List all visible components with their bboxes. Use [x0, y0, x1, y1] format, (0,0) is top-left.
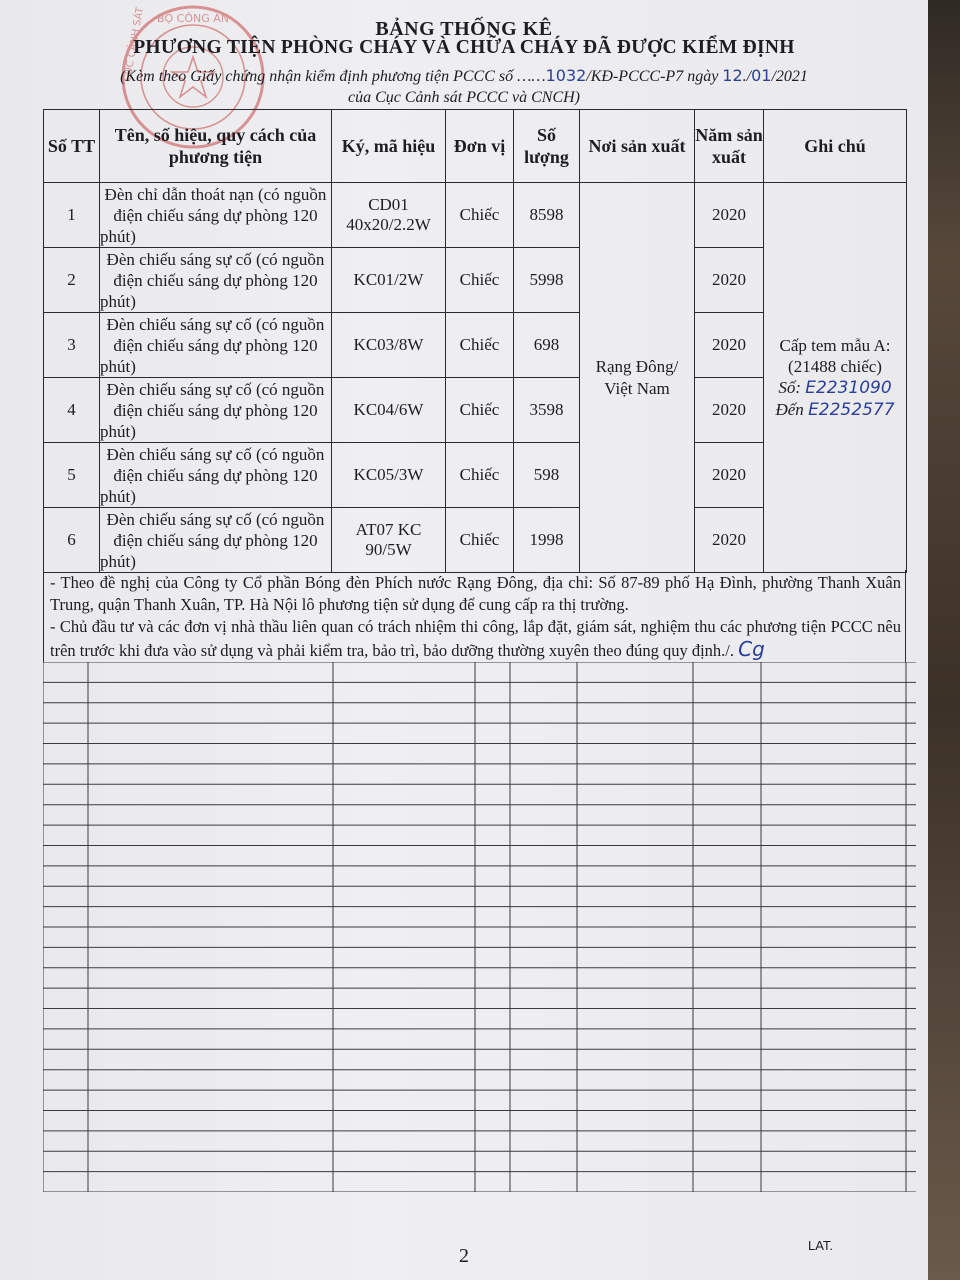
cell-stt: 6	[44, 508, 100, 573]
cell-unit: Chiếc	[446, 378, 514, 443]
cell-stt: 2	[44, 248, 100, 313]
blank-ruled-grid	[43, 662, 916, 1192]
note-serial-to: Đến E2252577	[775, 399, 895, 420]
header-note: Ghi chú	[764, 110, 907, 183]
cell-year: 2020	[695, 248, 764, 313]
header-name: Tên, số hiệu, quy cách của phương tiện	[100, 110, 332, 183]
cell-year: 2020	[695, 313, 764, 378]
corner-mark: LAT.	[808, 1238, 834, 1253]
handwritten-initials: Cg	[738, 637, 765, 661]
doc-subtitle: PHƯƠNG TIỆN PHÒNG CHÁY VÀ CHỮA CHÁY ĐÃ ĐƯỢC KIỂM ĐỊNH	[133, 37, 795, 58]
note-serial-from: Số: E2231090	[778, 377, 892, 398]
cell-name: Đèn chiếu sáng sự cố (có nguồn điện chiếu sáng dự phòng 120 phút)	[100, 378, 332, 443]
cell-code: KC04/6W	[332, 378, 446, 443]
certificate-reference-line: (Kèm theo Giấy chứng nhận kiểm định phương tiện PCCC số ……1032/KĐ-PCCC-P7 ngày 12./01/2021	[120, 66, 808, 85]
cert-day: 12	[722, 66, 743, 85]
cell-unit: Chiếc	[446, 313, 514, 378]
cell-unit: Chiếc	[446, 183, 514, 248]
cert-month: 01	[751, 66, 772, 85]
cell-year: 2020	[695, 183, 764, 248]
cell-code: KC03/8W	[332, 313, 446, 378]
cell-stt: 5	[44, 443, 100, 508]
table-header-row	[44, 110, 907, 183]
footer-paragraph-1: - Theo đề nghị của Công ty Cổ phần Bóng đèn Phích nước Rạng Đông, địa chỉ: Số 87-89 phố Hạ Đình, phường Thanh Xuân Trung, quận Thanh Xuân, TP. Hà Nội lô phương tiện sử dụng để cung cấp ra thị trường.	[50, 573, 901, 614]
doc-title: BẢNG THỐNG KÊ	[375, 18, 553, 40]
header-year: Năm sản xuất	[695, 110, 764, 183]
cell-qty: 5998	[514, 248, 580, 313]
cert-number: 1032	[545, 66, 587, 85]
cell-stt: 4	[44, 378, 100, 443]
seal-side-text: CỤC CẢNH SÁT	[122, 6, 147, 83]
table-row	[44, 183, 907, 248]
note-stamp-count: (21488 chiếc)	[788, 356, 882, 376]
equipment-table	[43, 109, 907, 573]
cell-code: KC01/2W	[332, 248, 446, 313]
cell-qty: 8598	[514, 183, 580, 248]
cell-qty: 1998	[514, 508, 580, 573]
cell-qty: 698	[514, 313, 580, 378]
cell-name: Đèn chỉ dẫn thoát nạn (có nguồn điện chiếu sáng dự phòng 120 phút)	[100, 183, 332, 248]
note-stamp-type: Cấp tem mẫu A:	[779, 335, 891, 355]
cell-origin: Rạng Đông/ Việt Nam	[580, 183, 695, 573]
header-code: Ký, mã hiệu	[332, 110, 446, 183]
header-qty: Số lượng	[514, 110, 580, 183]
cell-code: KC05/3W	[332, 443, 446, 508]
footer-notes	[43, 570, 906, 662]
desk-background	[928, 0, 960, 1280]
cell-name: Đèn chiếu sáng sự cố (có nguồn điện chiếu sáng dự phòng 120 phút)	[100, 443, 332, 508]
header-origin: Nơi sản xuất	[580, 110, 695, 183]
cell-code: CD01 40x20/2.2W	[332, 183, 446, 248]
cell-year: 2020	[695, 443, 764, 508]
footer-paragraph-2: - Chủ đầu tư và các đơn vị nhà thầu liên quan có trách nhiệm thi công, lắp đặt, giám sát, nghiệm thu các phương tiện PCCC nêu trên trước khi đưa vào sử dụng và phải kiểm tra, bảo trì, bảo dưỡng thường xuyên theo đúng quy định./. Cg	[50, 617, 901, 661]
cell-qty: 3598	[514, 378, 580, 443]
cert-year: /2021	[771, 68, 808, 85]
cell-stt: 1	[44, 183, 100, 248]
serial-from-value: E2231090	[805, 377, 892, 398]
seal-top-text: BỘ CÔNG AN	[156, 12, 230, 25]
cell-unit: Chiếc	[446, 508, 514, 573]
cell-name: Đèn chiếu sáng sự cố (có nguồn điện chiếu sáng dự phòng 120 phút)	[100, 248, 332, 313]
cell-qty: 598	[514, 443, 580, 508]
issuing-agency-line: của Cục Cảnh sát PCCC và CNCH)	[347, 89, 580, 106]
cell-name: Đèn chiếu sáng sự cố (có nguồn điện chiếu sáng dự phòng 120 phút)	[100, 313, 332, 378]
cert-mid: /KĐ-PCCC-P7 ngày	[586, 68, 723, 85]
cell-unit: Chiếc	[446, 443, 514, 508]
cell-stt: 3	[44, 313, 100, 378]
cell-name: Đèn chiếu sáng sự cố (có nguồn điện chiếu sáng dự phòng 120 phút)	[100, 508, 332, 573]
cell-year: 2020	[695, 378, 764, 443]
cell-note	[764, 183, 907, 573]
cell-unit: Chiếc	[446, 248, 514, 313]
serial-to-value: E2252577	[808, 399, 895, 420]
cell-code: AT07 KC 90/5W	[332, 508, 446, 573]
header-stt: Số TT	[44, 110, 100, 183]
cell-year: 2020	[695, 508, 764, 573]
cert-prefix: (Kèm theo Giấy chứng nhận kiểm định phương tiện PCCC số	[120, 68, 518, 85]
header-unit: Đơn vị	[446, 110, 514, 183]
page-number: 2	[459, 1245, 469, 1267]
